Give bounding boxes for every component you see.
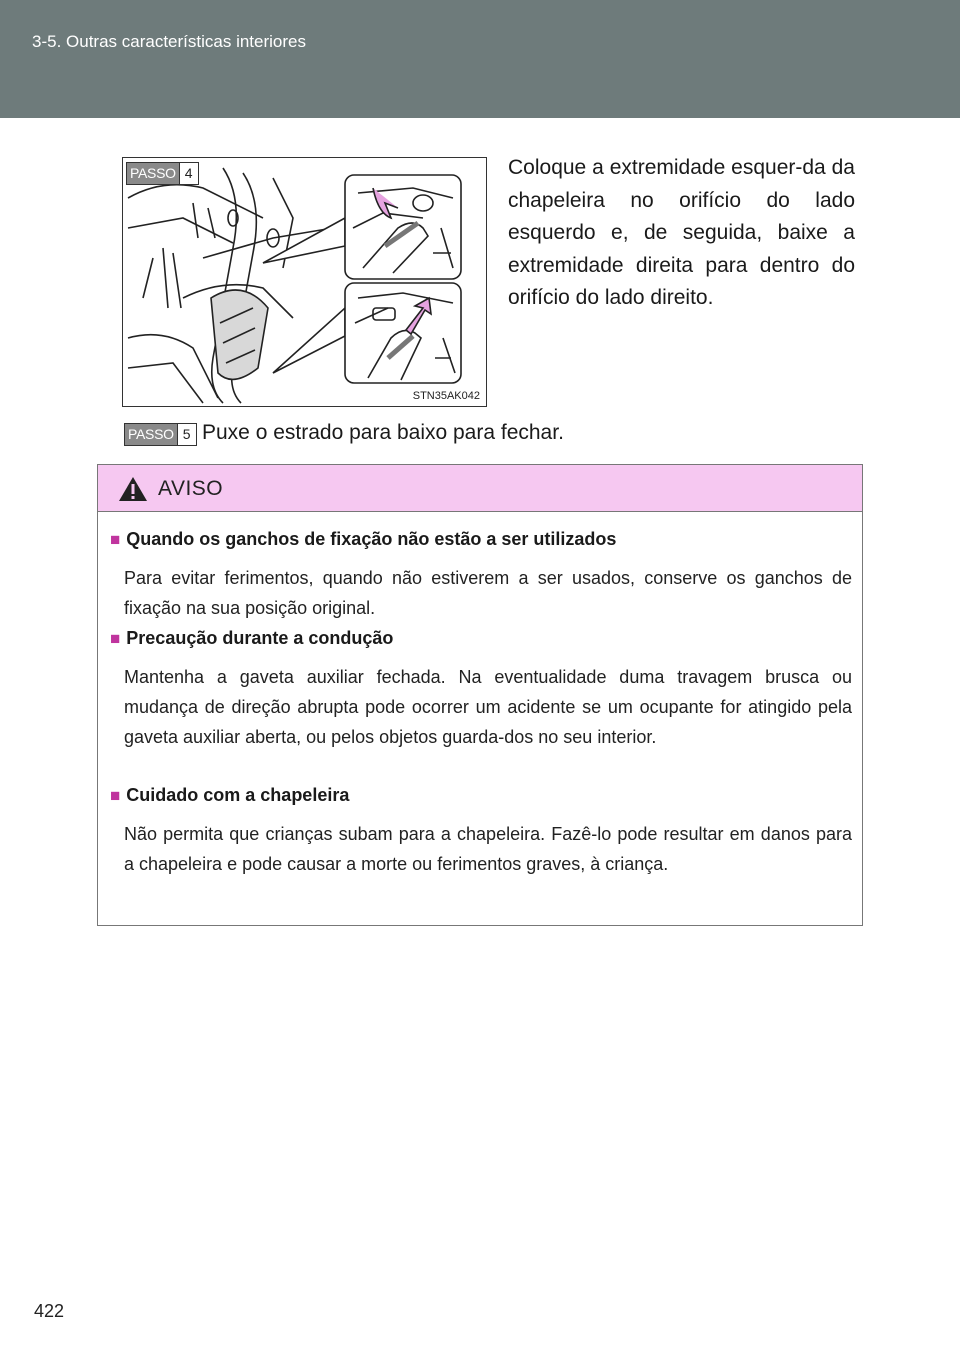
square-bullet-icon: ■	[110, 786, 121, 805]
square-bullet-icon: ■	[110, 629, 121, 648]
warning-item-body: Para evitar ferimentos, quando não estiverem a ser usados, conserve os ganchos de fixação na sua posição original.	[124, 568, 852, 618]
step5-badge-label: PASSO	[125, 424, 177, 445]
step4-badge-label: PASSO	[127, 163, 179, 184]
warning-item-heading	[110, 628, 852, 649]
warning-item-body: Não permita que crianças subam para a chapeleira. Fazê-lo pode resultar em danos para a chapeleira e pode causar a morte ou ferimentos graves, à criança.	[124, 824, 852, 874]
warning-box	[97, 464, 863, 926]
section-title: 3-5. Outras características interiores	[32, 32, 306, 51]
warning-heading-text: Quando os ganchos de fixação não estão a ser utilizados	[126, 529, 617, 549]
warning-item-heading	[110, 785, 852, 806]
warning-item	[110, 628, 852, 752]
step4-badge-number: 4	[179, 163, 198, 184]
warning-item-body: Mantenha a gaveta auxiliar fechada. Na eventualidade duma travagem brusca ou mudança de direção abrupta pode ocorrer um acidente se um ocupante for atingido pela gaveta auxiliar aberta, ou pelos objetos guarda-dos no seu interior.	[124, 667, 852, 747]
step4-badge	[126, 162, 199, 185]
warning-heading-text: Precaução durante a condução	[126, 628, 394, 648]
warning-triangle-icon	[118, 476, 148, 502]
page-number: 422	[34, 1301, 65, 1321]
step4-instruction: Coloque a extremidade esquer-da da chapeleira no orifício do lado esquerdo e, de seguida, baixe a extremidade direita para dentro do orifício do lado direito.	[508, 156, 855, 309]
warning-heading-text: Cuidado com a chapeleira	[126, 785, 350, 805]
warning-header	[98, 465, 862, 512]
figure-code: STN35AK042	[412, 390, 480, 402]
warning-item-heading	[110, 529, 852, 550]
square-bullet-icon: ■	[110, 530, 121, 549]
step5-badge-number: 5	[177, 424, 196, 445]
warning-item	[110, 529, 852, 623]
trunk-illustration	[123, 158, 486, 406]
warning-title: AVISO	[158, 477, 224, 500]
step5-badge	[124, 423, 197, 446]
warning-item	[110, 785, 852, 879]
step4-illustration	[122, 157, 487, 407]
step5-instruction: Puxe o estrado para baixo para fechar.	[202, 421, 564, 444]
page-header	[0, 0, 960, 118]
